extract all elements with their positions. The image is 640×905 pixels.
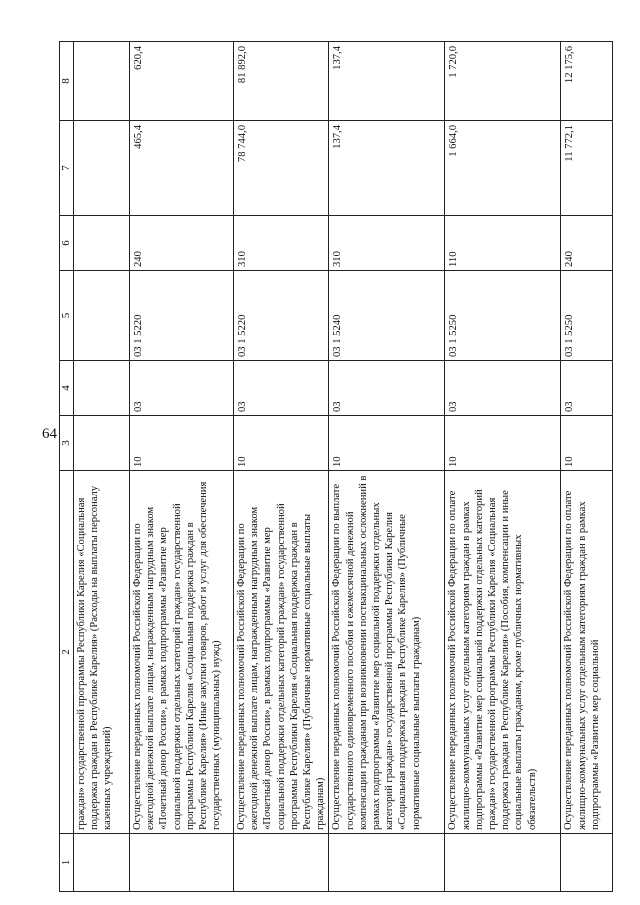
col-header-6: 6 <box>60 216 74 271</box>
cell-amount-col7 <box>74 121 130 216</box>
cell-col1 <box>329 834 445 892</box>
col-header-4: 4 <box>60 361 74 416</box>
cell-subsection: 03 <box>329 361 445 416</box>
cell-description: граждан» государственной программы Республики Карелия «Социальная поддержка граждан в Республике Карелия» (Расходы на выплаты персоналу казенных учреждений) <box>74 471 130 834</box>
cell-subsection: 03 <box>561 361 613 416</box>
cell-amount-col7: 1 664,0 <box>445 121 561 216</box>
col-header-1: 1 <box>60 834 74 892</box>
cell-expense-type: 240 <box>130 216 234 271</box>
budget-table-sheet <box>59 42 601 892</box>
cell-target-article: 03 1 5240 <box>329 271 445 361</box>
col-header-7: 7 <box>60 121 74 216</box>
cell-description: Осуществление переданных полномочий Российской Федерации по выплате государственного единовременного пособия и ежемесячной денежной компенсации гражданам при возникновении поствакцинальных осложнений в рамках подпрограммы «Развитие мер социальной поддержки отдельных категорий граждан» государственной программы Республики Карелия «Социальная поддержка граждан в Республике Карелия» (Публичные нормативные социальные выплаты гражданам) <box>329 471 445 834</box>
cell-section <box>74 416 130 471</box>
cell-expense-type: 310 <box>234 216 329 271</box>
cell-amount-col8: 12 175,6 <box>561 42 613 121</box>
cell-description: Осуществление переданных полномочий Российской Федерации по оплате жилищно-коммунальных услуг отдельным категориям граждан в рамках подпрограммы «Развитие мер социальной поддержки отдельных категорий граждан» государственной программы Республики Карелия «Социальная поддержка граждан в Республике Карелия» (Пособия, компенсации и иные социальные выплаты гражданам, кроме публичных нормативных обязательств) <box>445 471 561 834</box>
table-row <box>74 42 130 892</box>
table-row <box>234 42 329 892</box>
cell-section: 10 <box>234 416 329 471</box>
table-row <box>445 42 561 892</box>
cell-target-article: 03 1 5220 <box>130 271 234 361</box>
header-row <box>60 42 74 892</box>
cell-amount-col8: 137,4 <box>329 42 445 121</box>
page-number: 64 <box>42 426 57 442</box>
cell-subsection: 03 <box>234 361 329 416</box>
cell-amount-col8: 81 892,0 <box>234 42 329 121</box>
cell-description: Осуществление переданных полномочий Российской Федерации по оплате жилищно-коммунальных услуг отдельным категориям граждан в рамках подпрограммы «Развитие мер социальной <box>561 471 613 834</box>
cell-section: 10 <box>329 416 445 471</box>
col-header-8: 8 <box>60 42 74 121</box>
cell-expense-type <box>74 216 130 271</box>
cell-col1 <box>445 834 561 892</box>
cell-subsection: 03 <box>445 361 561 416</box>
cell-subsection <box>74 361 130 416</box>
cell-expense-type: 240 <box>561 216 613 271</box>
col-header-2: 2 <box>60 471 74 834</box>
cell-section: 10 <box>561 416 613 471</box>
cell-target-article: 03 1 5220 <box>234 271 329 361</box>
cell-description: Осуществление переданных полномочий Российской Федерации по ежегодной денежной выплате лицам, награжденным нагрудным знаком «Почетный донор России», в рамках подпрограммы «Развитие мер социальной поддержки отдельных категорий граждан» государственной программы Республики Карелия «Социальная поддержка граждан в Республике Карелия» (Иные закупки товаров, работ и услуг для обеспечения государственных (муниципальных) нужд) <box>130 471 234 834</box>
cell-target-article: 03 1 5250 <box>445 271 561 361</box>
col-header-5: 5 <box>60 271 74 361</box>
cell-target-article: 03 1 5250 <box>561 271 613 361</box>
table-row <box>329 42 445 892</box>
cell-expense-type: 310 <box>329 216 445 271</box>
cell-col1 <box>234 834 329 892</box>
cell-col1 <box>130 834 234 892</box>
table-row <box>561 42 613 892</box>
cell-amount-col7: 465,4 <box>130 121 234 216</box>
cell-amount-col7: 78 744,0 <box>234 121 329 216</box>
cell-target-article <box>74 271 130 361</box>
cell-col1 <box>74 834 130 892</box>
cell-section: 10 <box>445 416 561 471</box>
budget-table <box>59 41 613 892</box>
cell-description: Осуществление переданных полномочий Российской Федерации по ежегодной денежной выплате лицам, награжденным нагрудным знаком «Почетный донор России», в рамках подпрограммы «Развитие мер социальной поддержки отдельных категорий граждан» государственной программы Республики Карелия «Социальная поддержка граждан в Республике Карелия» (Публичные нормативные социальные выплаты гражданам) <box>234 471 329 834</box>
cell-amount-col7: 137,4 <box>329 121 445 216</box>
cell-subsection: 03 <box>130 361 234 416</box>
cell-col1 <box>561 834 613 892</box>
cell-section: 10 <box>130 416 234 471</box>
cell-amount-col8 <box>74 42 130 121</box>
cell-amount-col8: 620,4 <box>130 42 234 121</box>
table-row <box>130 42 234 892</box>
cell-expense-type: 110 <box>445 216 561 271</box>
cell-amount-col7: 11 772,1 <box>561 121 613 216</box>
cell-amount-col8: 1 720,0 <box>445 42 561 121</box>
col-header-3: 3 <box>60 416 74 471</box>
